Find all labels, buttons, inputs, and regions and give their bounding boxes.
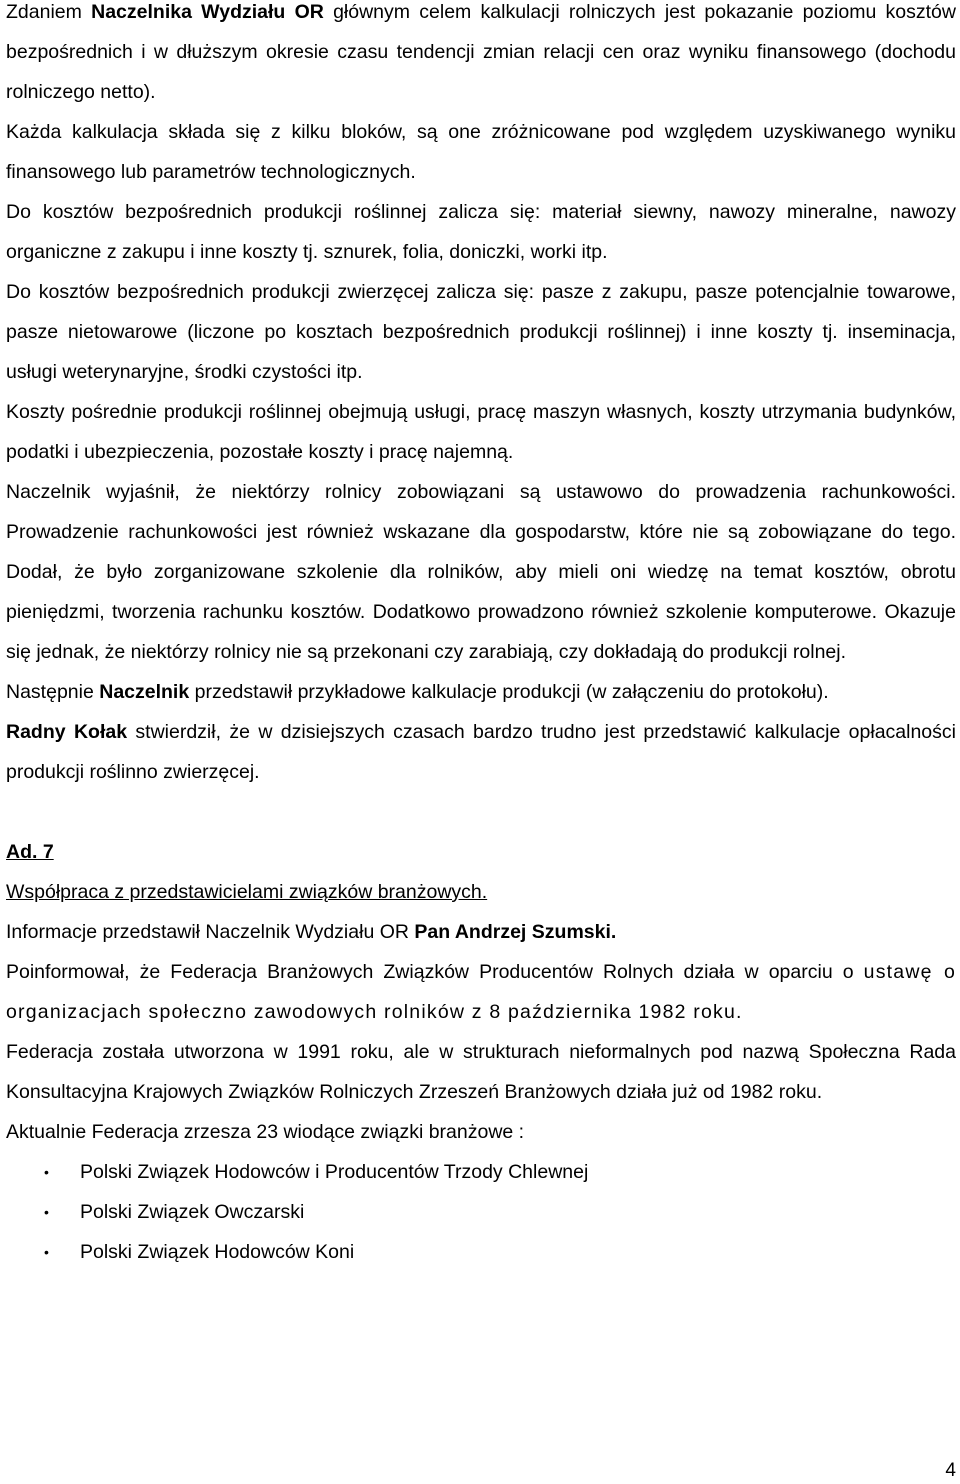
bullet-icon: • [44,1204,49,1220]
union-list [6,1152,956,1272]
text: przedstawił przykładowe kalkulacje produkcji (w załączeniu do protokołu). [189,681,829,703]
list-item-label: Polski Związek Hodowców i Producentów Trzody Chlewnej [80,1161,589,1183]
list-item [6,1232,956,1272]
paragraph-cost-calculation-goal [6,0,956,112]
paragraph-direct-costs-animal: Do kosztów bezpośrednich produkcji zwierzęcej zalicza się: pasze z zakupu, pasze potencjalnie towarowe, pasze nietowarowe (liczone po kosztach bezpośrednich produkcji roślinnej) i inne koszty tj. inseminacja, usługi weterynaryjne, środki czystości itp. [6,281,956,383]
list-item-label: Polski Związek Hodowców Koni [80,1241,355,1263]
paragraph-example-calculations [6,672,956,712]
paragraph-indirect-costs: Koszty pośrednie produkcji roślinnej obejmują usługi, pracę maszyn własnych, koszty utrzymania budynków, podatki i ubezpieczenia, pozostałe koszty i pracę najemną. [6,401,956,463]
text: Zdaniem [6,1,92,23]
bold-name: Pan Andrzej Szumski. [414,921,617,943]
bold-name: Naczelnik [99,681,190,703]
list-item-label: Polski Związek Owczarski [80,1201,305,1223]
bullet-icon: • [44,1164,49,1180]
list-item [6,1192,956,1232]
bullet-icon: • [44,1244,49,1260]
paragraph-federation-history: Federacja została utworzona w 1991 roku, ale w strukturach nieformalnych pod nazwą Społeczna Rada Konsultacyjna Krajowych Związków Rolniczych Zrzeszeń Branżowych działa już od 1982 roku. [6,1041,956,1103]
paragraph-accounting: Naczelnik wyjaśnił, że niektórzy rolnicy zobowiązani są ustawowo do prowadzenia rachunkowości. Prowadzenie rachunkowości jest również wskazane dla gospodarstw, które nie są zobowiązane do tego. Dodał, że było zorganizowane szkolenie dla rolników, aby mieli oni wiedzę na temat kosztów, obrotu pieniędzmi, tworzenia rachunku kosztów. Dodatkowo prowadzono również szkolenie komputerowe. Okazuje się jednak, że niektórzy rolnicy nie są przekonani czy zarabiają, czy dokładają do produkcji rolnej. [6,481,956,663]
paragraph-direct-costs-plant: Do kosztów bezpośrednich produkcji roślinnej zalicza się: materiał siewny, nawozy mineralne, nawozy organiczne z zakupu i inne koszty tj. sznurek, folia, doniczki, worki itp. [6,201,956,263]
section-title: Współpraca z przedstawicielami związków branżowych. [6,881,488,903]
paragraph-federation-law [6,952,956,1032]
text: głównym celem kalkulacji rolniczych jest pokazanie poziomu kosztów bezpośrednich i w dłuższym okresie czasu tendencji zmian relacji cen oraz wyniku finansowego (dochodu rolniczego netto). [6,1,956,103]
list-item [6,1152,956,1192]
text: Informacje przedstawił Naczelnik Wydziału OR [6,921,415,943]
bold-name: Naczelnika Wydziału OR [91,1,324,23]
bold-name: Radny Kołak [6,721,128,743]
text: Poinformował, że Federacja Branżowych Związków Producentów Rolnych działa w oparciu o [6,961,864,983]
text: stwierdził, że w dzisiejszych czasach bardzo trudno jest przedstawić kalkulacje opłacalności produkcji roślinno zwierzęcej. [6,721,956,783]
document-page [6,0,956,1272]
text: Następnie [6,681,100,703]
paragraph-councillor-statement [6,712,956,792]
page-number: 4 [945,1460,956,1481]
paragraph-presenter [6,912,956,952]
paragraph-calculation-blocks: Każda kalkulacja składa się z kilku bloków, są one zróżnicowane pod względem uzyskiwanego wyniku finansowego lub parametrów technologicznych. [6,121,956,183]
paragraph-federation-members: Aktualnie Federacja zrzesza 23 wiodące związki branżowe : [6,1121,525,1143]
section-heading: Ad. 7 [6,841,54,863]
text: ustawę o organizacjach społeczno zawodowych rolników z 8 października 1982 roku. [6,961,956,1023]
spacer [6,792,956,832]
